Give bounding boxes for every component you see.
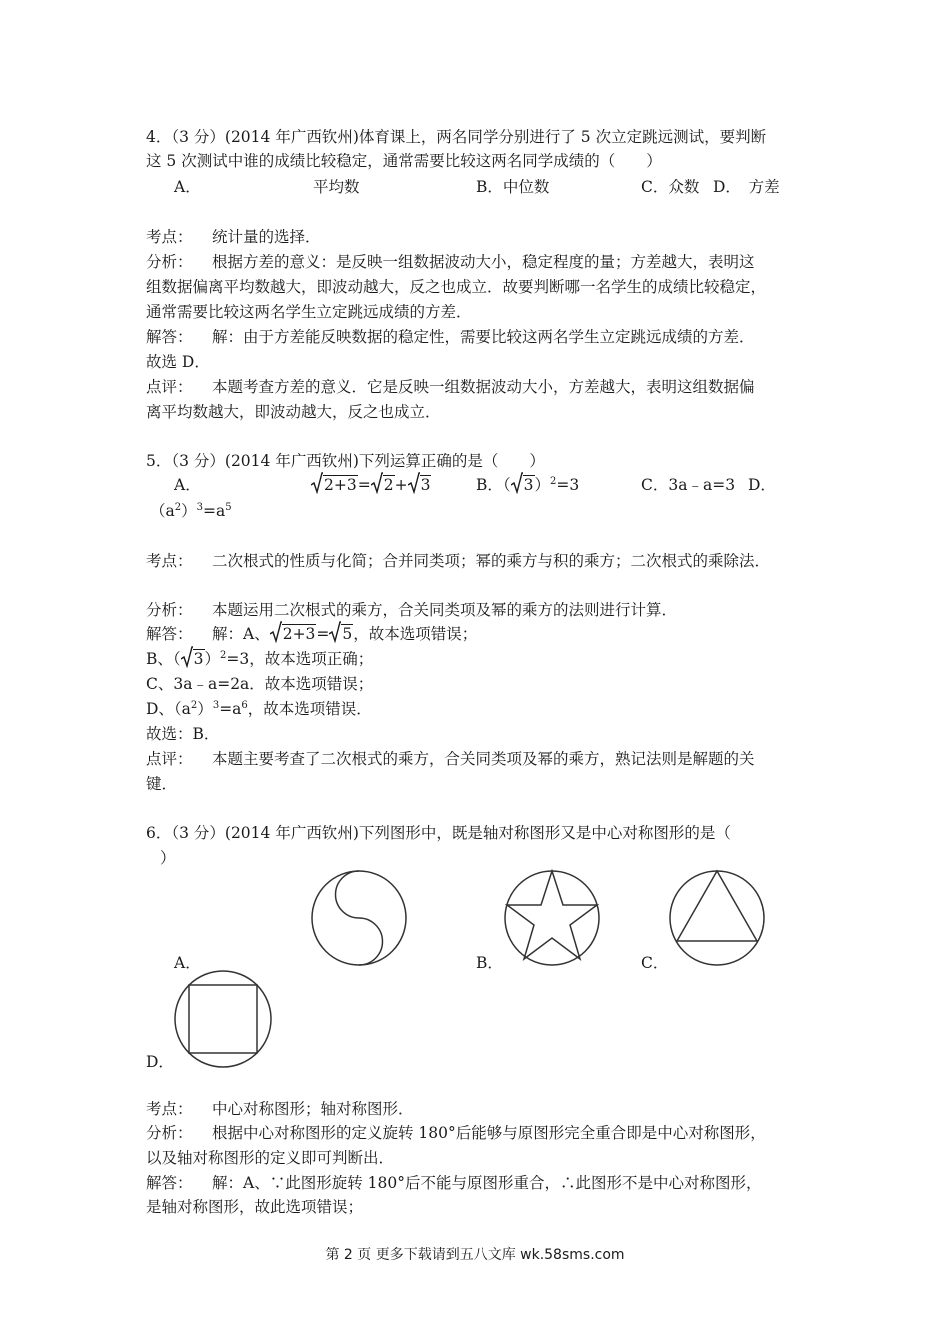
q5-fenxi: 分析： 本题运用二次根式的乘方，合关同类项及幂的乘方的法则进行计算． bbox=[146, 601, 678, 619]
q5-option-d-label: D． bbox=[748, 476, 776, 494]
q5-option-c: C．3a﹣a=3 bbox=[641, 476, 736, 494]
q6-kaodian: 考点： 中心对称图形；轴对称图形． bbox=[146, 1100, 414, 1118]
figure-b-star bbox=[503, 869, 601, 967]
q4-fenxi-line3: 通常需要比较这两名学生立定跳远成绩的方差． bbox=[146, 303, 472, 321]
figure-c-triangle bbox=[668, 869, 766, 967]
q4-jieda-line2: 故选 D． bbox=[146, 353, 210, 371]
jieda-text: 解：由于方差能反映数据的稳定性，需要比较这两名学生立定跳远成绩的方差． bbox=[212, 328, 755, 346]
q6-option-d: D． bbox=[146, 1053, 174, 1071]
q6-option-a: A． bbox=[174, 954, 201, 972]
q4-dianping-line1 bbox=[146, 376, 755, 398]
q5-jieda-d: D、$(a^2)^3=a^6$，故本选项错误． bbox=[146, 700, 372, 718]
q6-jieda-line1: 解答： 解：A、∵此图形旋转 180°后不能与原图形重合，∴此图形不是中心对称图形， bbox=[146, 1174, 762, 1192]
figure-d-square bbox=[173, 969, 273, 1069]
page-footer: 第 2 页 更多下载请到五八文库 wk.58sms.com bbox=[325, 1247, 625, 1263]
dianping-label: 点评： bbox=[146, 378, 193, 396]
kaodian-label: 考点： bbox=[146, 228, 193, 246]
q5-jieda-c: C、3a﹣a=2a．故本选项错误； bbox=[146, 675, 374, 693]
q5-jieda-a: 解答： 解：A、 2+3= 5，故本选项错误； bbox=[146, 623, 477, 645]
q4-option-d: D． 方差 bbox=[713, 178, 780, 196]
sqrt-sign: 3 bbox=[511, 474, 535, 496]
q5-dianping-line1: 点评： 本题主要考查了二次根式的乘方，合关同类项及幂的乘方，熟记法则是解题的关 bbox=[146, 750, 755, 768]
q4-stem-line2: 这 5 次测试中谁的成绩比较稳定，通常需要比较这两名同学成绩的（ ） bbox=[146, 152, 662, 170]
figure-a-taiji bbox=[310, 869, 408, 967]
q6-option-b: B． bbox=[476, 954, 503, 972]
q5-option-a-expr: 2+3= 2+ 3 bbox=[311, 474, 431, 496]
dianping-text: 本题考查方差的意义．它是反映一组数据波动大小，方差越大，表明这组数据偏 bbox=[212, 378, 755, 396]
q5-guxuan: 故选：B． bbox=[146, 725, 220, 743]
q4-fenxi-line2: 组数据偏离平均数越大，即波动越大，反之也成立．故要判断哪一名学生的成绩比较稳定， bbox=[146, 278, 767, 296]
sqrt-sign: 2+3 bbox=[270, 623, 317, 645]
q5-jieda-b: B、（ 3）$^2$=3，故本选项正确； bbox=[146, 648, 373, 670]
q5-option-d-expr: $(a^2)^3=a^5$ bbox=[150, 502, 232, 520]
q5-dianping-line2: 键． bbox=[146, 775, 178, 793]
q6-jieda-line2: 是轴对称图形，故此选项错误； bbox=[146, 1198, 364, 1216]
sqrt-sign: 3 bbox=[181, 648, 205, 670]
q5-option-a-label: A． bbox=[174, 476, 201, 494]
q4-stem-line1: 4．（3 分）(2014 年广西钦州)体育课上，两名同学分别进行了 5 次立定跳远测试，要判断 bbox=[146, 128, 767, 146]
q4-fenxi-line1 bbox=[146, 251, 755, 273]
q4-dianping-line2: 离平均数越大，即波动越大，反之也成立． bbox=[146, 403, 441, 421]
fenxi-label: 分析： bbox=[146, 253, 193, 271]
q4-jieda-line1 bbox=[146, 326, 755, 348]
sqrt-sign: 2 bbox=[371, 474, 395, 496]
q4-option-a-text: 平均数 bbox=[313, 178, 360, 196]
q6-stem-line1: 6．（3 分）(2014 年广西钦州)下列图形中，既是轴对称图形又是中心对称图形的是（ bbox=[146, 824, 731, 842]
sqrt-sign: 2+3 bbox=[311, 474, 358, 496]
q4-option-a-label: A． bbox=[174, 178, 201, 196]
kaodian-text: 统计量的选择． bbox=[212, 228, 321, 246]
q6-fenxi-line2: 以及轴对称图形的定义即可判断出． bbox=[146, 1149, 395, 1167]
sqrt-sign: 3 bbox=[408, 474, 432, 496]
q6-stem-line2: ） bbox=[160, 849, 176, 867]
q6-fenxi-line1: 分析： 根据中心对称图形的定义旋转 180°后能够与原图形完全重合即是中心对称图形， bbox=[146, 1124, 766, 1142]
q4-option-b: B．中位数 bbox=[476, 178, 550, 196]
q5-kaodian: 考点： 二次根式的性质与化简；合并同类项；幂的乘方与积的乘方；二次根式的乘除法． bbox=[146, 552, 771, 570]
q5-stem: 5．（3 分）(2014 年广西钦州)下列运算正确的是（ ） bbox=[146, 452, 545, 470]
q4-kaodian bbox=[146, 226, 321, 248]
q6-option-c: C． bbox=[641, 954, 669, 972]
q5-option-b: B．（ 3）$^2$=3 bbox=[476, 474, 579, 496]
jieda-label: 解答： bbox=[146, 328, 193, 346]
fenxi-text: 根据方差的意义：是反映一组数据波动大小，稳定程度的量；方差越大，表明这 bbox=[212, 253, 755, 271]
sqrt-sign: 5 bbox=[329, 623, 353, 645]
q4-option-c: C．众数 bbox=[641, 178, 700, 196]
